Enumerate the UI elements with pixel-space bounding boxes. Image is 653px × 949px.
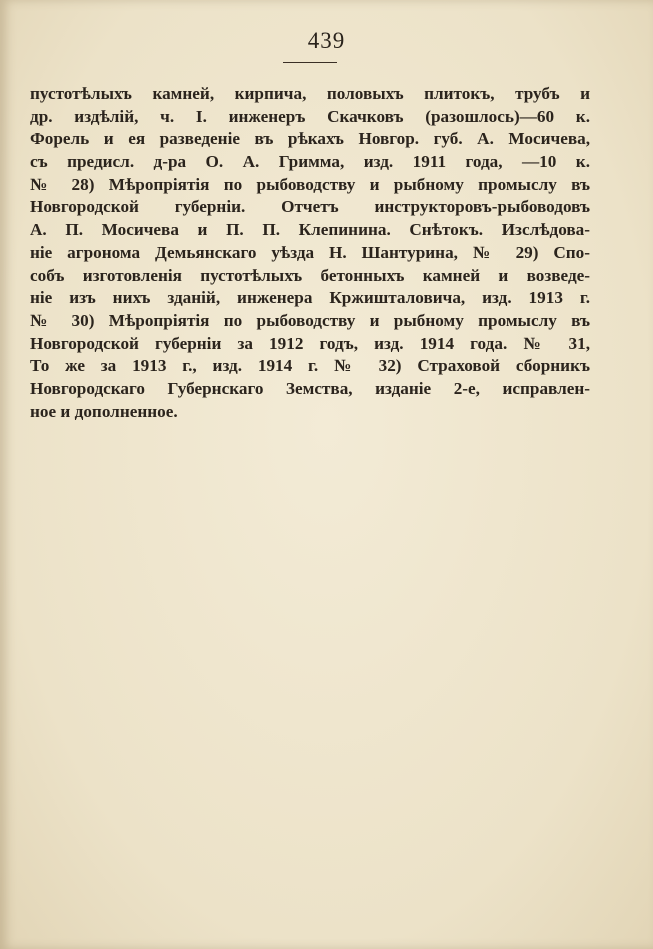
text-line: То же за 1913 г., изд. 1914 г. № 32) Страховой сборникъ (30, 356, 590, 376)
text-line: др. издѣлій, ч. I. инженеръ Скачковъ (разошлось)—60 к. (30, 106, 590, 126)
text-line: ніе агронома Демьянскаго уѣзда Н. Шантурина, № 29) Спо- (30, 242, 590, 262)
text-line: собъ изготовленія пустотѣлыхъ бетонныхъ камней и возведе- (30, 265, 590, 285)
text-line: съ предисл. д-ра О. А. Гримма, изд. 1911 года, —10 к. (30, 152, 590, 172)
text-line: Форель и ея разведеніе въ рѣкахъ Новгор. губ. А. Мосичева, (30, 129, 590, 149)
text-line: А. П. Мосичева и П. П. Клепинина. Снѣтокъ. Изслѣдова- (30, 220, 590, 240)
text-line: ніе изъ нихъ зданій, инженера Кржишталовича, изд. 1913 г. (30, 288, 590, 308)
text-line: № 30) Мѣропріятія по рыбоводству и рыбному промыслу въ (30, 310, 590, 330)
page-number-rule (283, 62, 337, 63)
text-line: № 28) Мѣропріятія по рыбоводству и рыбному промыслу въ (30, 174, 590, 194)
text-line: Новгородскаго Губернскаго Земства, изданіе 2-е, исправлен- (30, 378, 590, 398)
text-line: Новгородской губерніи. Отчетъ инструкторовъ-рыбоводовъ (30, 197, 590, 217)
page-number: 439 (307, 28, 346, 53)
text-line: ное и дополненное. (30, 401, 178, 421)
text-line: Новгородской губерніи за 1912 годъ, изд. 1914 года. № 31, (30, 333, 590, 353)
body-text (30, 83, 590, 423)
text-line: пустотѣлыхъ камней, кирпича, половыхъ плитокъ, трубъ и (30, 84, 590, 103)
